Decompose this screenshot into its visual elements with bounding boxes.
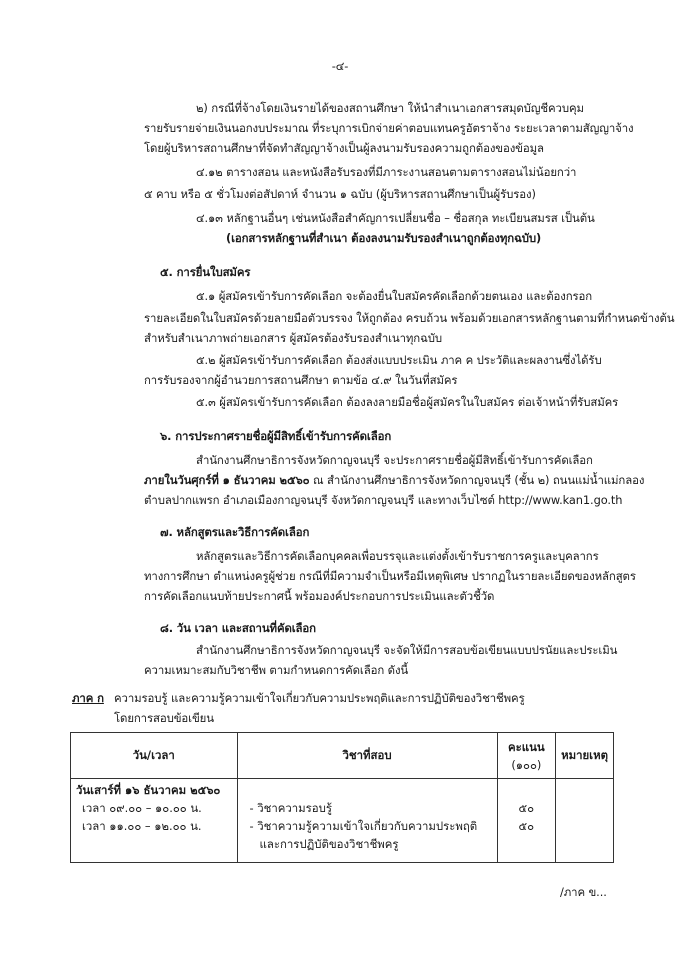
section-6-line2-rest: ณ สำนักงานศึกษาธิการจังหวัดกาญจนบุรี (ชั้น ๒) ถนนแม่น้ำแม่กลอง bbox=[309, 473, 645, 487]
cell-remark bbox=[556, 779, 614, 863]
section-6-line1: สำนักงานศึกษาธิการจังหวัดกาญจนบุรี จะประกาศรายชื่อผู้มีสิทธิ์เข้ารับการคัดเลือก bbox=[196, 453, 593, 467]
section-5-p2-line1: ๕.๒ ผู้สมัครเข้ารับการคัดเลือก ต้องส่งแบบประเมิน ภาค ค ประวัติและผลงานซึ่งได้รับ bbox=[196, 353, 602, 367]
subject-2-line1: - วิชาความรู้ความเข้าใจเกี่ยวกับความประพฤติ bbox=[249, 819, 478, 833]
section-7-line2: ทางการศึกษา ตำแหน่งครูผู้ช่วย กรณีที่มีความจำเป็นหรือมีเหตุพิเศษ ปรากฏในรายละเอียดของหลักสูตร bbox=[144, 569, 636, 583]
header-score-line1: คะแนน bbox=[508, 739, 545, 754]
section-7-line3: การคัดเลือกแนบท้ายประกาศนี้ พร้อมองค์ประกอบการประเมินและตัวชี้วัด bbox=[144, 589, 495, 603]
exam-time-1: เวลา ๐๙.๐๐ – ๑๐.๐๐ น. bbox=[82, 801, 202, 815]
part-a-line2: โดยการสอบข้อเขียน bbox=[114, 711, 214, 725]
section-5-p1-line2: รายละเอียดในใบสมัครด้วยลายมือตัวบรรจง ให้ถูกต้อง ครบถ้วน พร้อมด้วยเอกสารหลักฐานตามที่กำหนดข้างต้น bbox=[144, 311, 675, 325]
section-6-heading: ๖. การประกาศรายชื่อผู้มีสิทธิ์เข้ารับการคัดเลือก bbox=[160, 429, 392, 443]
section-5-heading: ๕. การยื่นใบสมัคร bbox=[160, 265, 251, 279]
header-score bbox=[497, 733, 556, 779]
header-date-time: วัน/เวลา bbox=[71, 733, 238, 779]
section-8-line2: ความเหมาะสมกับวิชาชีพ ตามกำหนดการคัดเลือก ดังนี้ bbox=[144, 663, 409, 677]
cell-subjects bbox=[237, 779, 497, 863]
item-4-11-line1: ๒) กรณีที่จ้างโดยเงินรายได้ของสถานศึกษา ให้นำสำเนาเอกสารสมุดบัญชีควบคุม bbox=[196, 101, 584, 115]
section-5-p1-line1: ๕.๑ ผู้สมัครเข้ารับการคัดเลือก จะต้องยื่นใบสมัครคัดเลือกด้วยตนเอง และต้องกรอก bbox=[196, 289, 593, 303]
cell-date-time bbox=[71, 779, 238, 863]
section-6-line3: ตำบลปากแพรก อำเภอเมืองกาญจนบุรี จังหวัดกาญจนบุรี และทางเว็บไซต์ http://www.kan1.go.th bbox=[144, 493, 623, 507]
table-row bbox=[71, 779, 614, 863]
cell-scores bbox=[497, 779, 556, 863]
score-1: ๕๐ bbox=[518, 801, 535, 815]
exam-time-2: เวลา ๑๑.๐๐ – ๑๒.๐๐ น. bbox=[82, 819, 202, 833]
section-8-heading: ๘. วัน เวลา และสถานที่คัดเลือก bbox=[160, 621, 316, 635]
page-number: -๔- bbox=[331, 59, 349, 73]
header-score-line2: (๑๐๐) bbox=[511, 757, 542, 772]
item-4-11-line2: รายรับรายจ่ายเงินนอกงบประมาณ ที่ระบุการเบิกจ่ายค่าตอบแทนครูอัตราจ้าง ระยะเวลาตามสัญญาจ้าง bbox=[144, 121, 634, 135]
section-6-line2 bbox=[144, 472, 644, 488]
table-header-row bbox=[71, 733, 614, 779]
exam-schedule-table bbox=[70, 732, 614, 863]
subject-1: - วิชาความรอบรู้ bbox=[249, 801, 332, 815]
continuation-note: /ภาค ข... bbox=[560, 885, 607, 899]
part-a-label: ภาค ก bbox=[72, 691, 104, 705]
section-7-heading: ๗. หลักสูตรและวิธีการคัดเลือก bbox=[160, 525, 310, 539]
header-subject: วิชาที่สอบ bbox=[237, 733, 497, 779]
section-8-line1: สำนักงานศึกษาธิการจังหวัดกาญจนบุรี จะจัดให้มีการสอบข้อเขียนแบบปรนัยและประเมิน bbox=[196, 643, 618, 657]
header-remark: หมายเหตุ bbox=[556, 733, 614, 779]
item-4-13-note: (เอกสารหลักฐานที่สำเนา ต้องลงนามรับรองสำเนาถูกต้องทุกฉบับ) bbox=[226, 231, 542, 245]
section-5-p2-line2: การรับรองจากผู้อำนวยการสถานศึกษา ตามข้อ ๔.๙ ในวันที่สมัคร bbox=[144, 373, 458, 387]
item-4-13-line1: ๔.๑๓ หลักฐานอื่นๆ เช่นหนังสือสำคัญการเปลี่ยนชื่อ – ชื่อสกุล ทะเบียนสมรส เป็นต้น bbox=[196, 211, 595, 225]
score-2: ๕๐ bbox=[518, 819, 535, 833]
section-5-p1-line3: สำหรับสำเนาภาพถ่ายเอกสาร ผู้สมัครต้องรับรองสำเนาทุกฉบับ bbox=[144, 331, 443, 345]
item-4-11-line3: โดยผู้บริหารสถานศึกษาที่จัดทำสัญญาจ้างเป็นผู้ลงนามรับรองความถูกต้องของข้อมูล bbox=[144, 141, 544, 155]
section-5-p3-line1: ๕.๓ ผู้สมัครเข้ารับการคัดเลือก ต้องลงลายมือชื่อผู้สมัครในใบสมัคร ต่อเจ้าหน้าที่รับสมัคร bbox=[196, 395, 619, 409]
exam-date: วันเสาร์ที่ ๑๖ ธันวาคม ๒๕๖๐ bbox=[76, 783, 221, 797]
subject-2-line2: และการปฏิบัติของวิชาชีพครู bbox=[259, 837, 399, 851]
section-7-line1: หลักสูตรและวิธีการคัดเลือกบุคคลเพื่อบรรจุและแต่งตั้งเข้ารับราชการครูและบุคลากร bbox=[196, 549, 599, 563]
item-4-12-line2: ๕ คาบ หรือ ๕ ชั่วโมงต่อสัปดาห์ จำนวน ๑ ฉบับ (ผู้บริหารสถานศึกษาเป็นผู้รับรอง) bbox=[144, 187, 536, 201]
part-a-line1: ความรอบรู้ และความรู้ความเข้าใจเกี่ยวกับความประพฤติและการปฏิบัติของวิชาชีพครู bbox=[114, 691, 525, 705]
section-6-announce-date: ภายในวันศุกร์ที่ ๑ ธันวาคม ๒๕๖๐ bbox=[144, 473, 310, 487]
item-4-12-line1: ๔.๑๒ ตารางสอน และหนังสือรับรองที่มีภาระงานสอนตามตารางสอนไม่น้อยกว่า bbox=[196, 165, 577, 179]
